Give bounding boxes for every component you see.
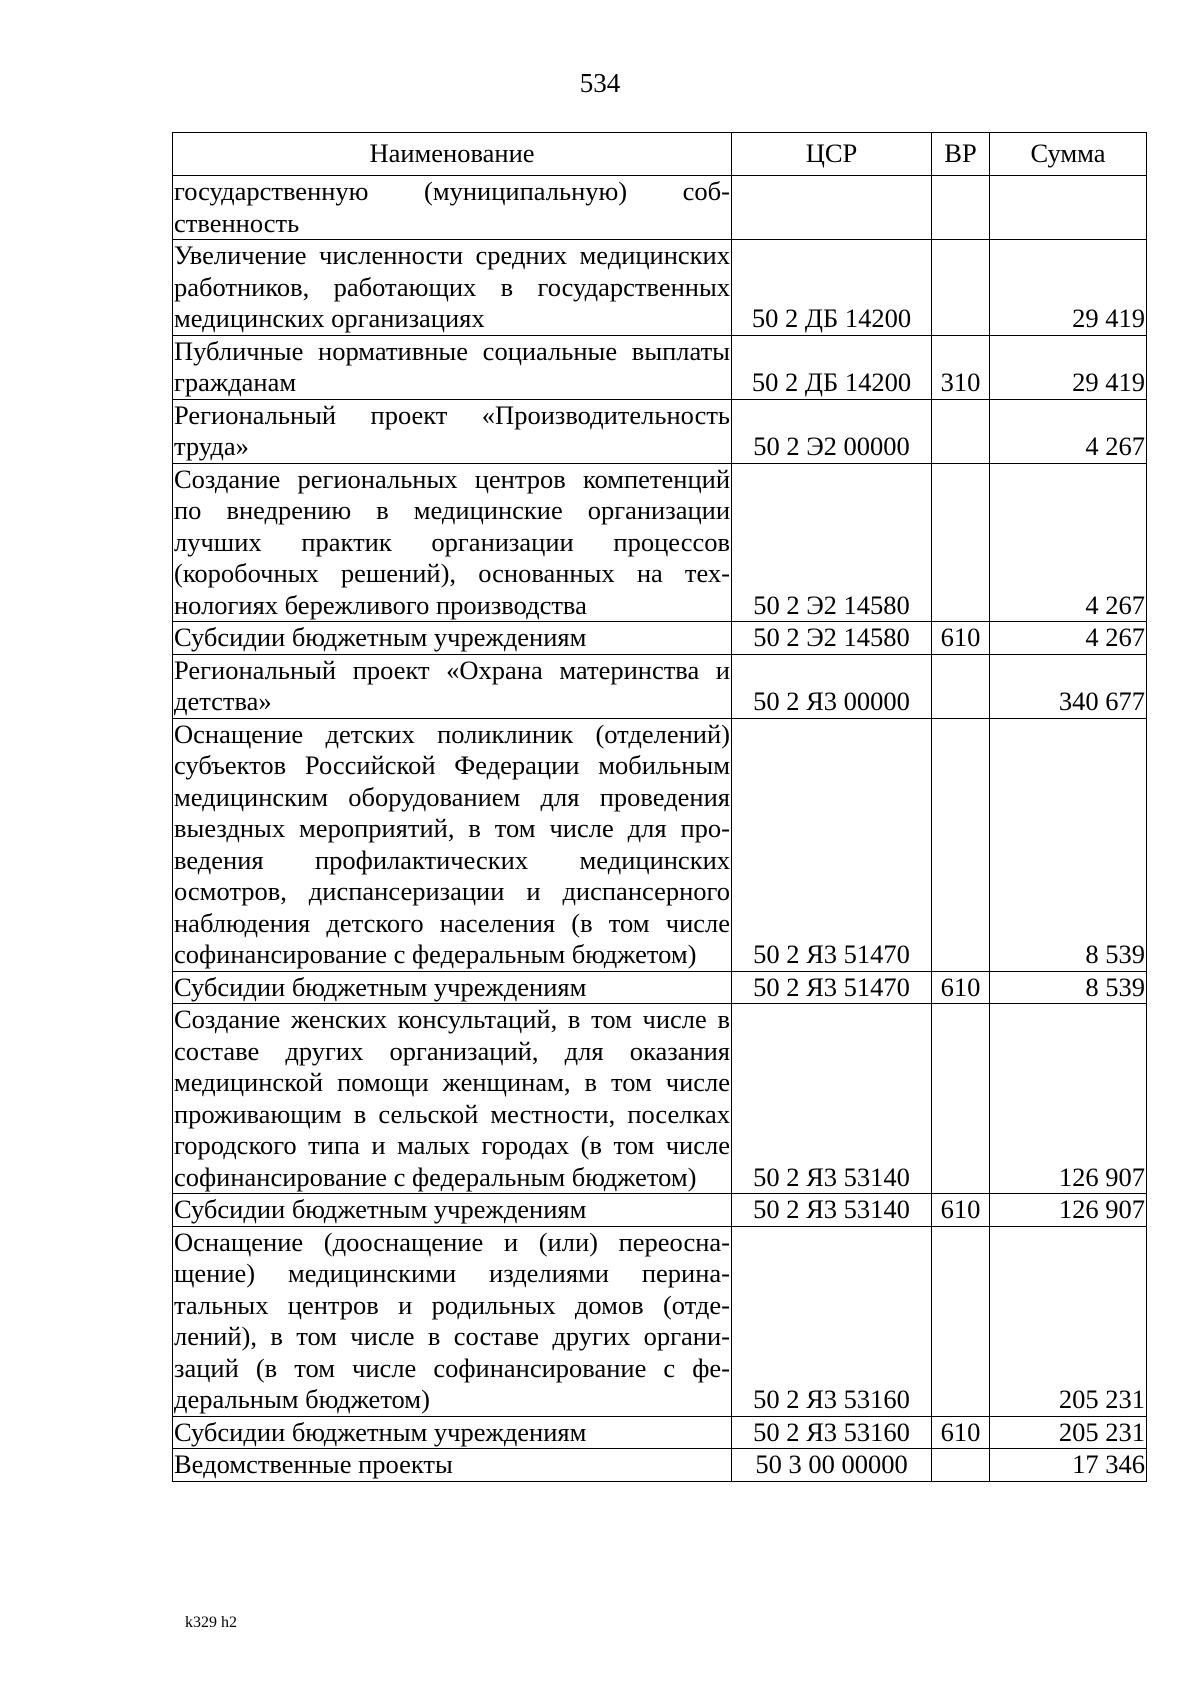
cell-vr [932,1004,990,1194]
cell-name: Субсидии бюджетным учреждениям [173,971,732,1004]
cell-sum: 29 419 [990,335,1147,399]
table-row [173,176,1147,240]
cell-vr [932,176,990,240]
cell-name: Субсидии бюджетным учреждениям [173,1416,732,1449]
cell-csr: 50 2 Я3 53140 [732,1194,932,1227]
cell-sum: 126 907 [990,1004,1147,1194]
cell-sum: 205 231 [990,1226,1147,1416]
table-row [173,1416,1147,1449]
cell-name: Увеличение численности средних медицинских работников, работающих в государственных медицинских организациях [174,240,730,333]
header-csr: ЦСР [732,133,932,176]
cell-name: Региональный проект «Охрана материнства и детства» [174,654,730,716]
cell-name: Региональный проект «Производительность труда» [174,399,730,461]
cell-name: Создание региональных центров компетенций по внедрению в медицинские организации лучших практик организации процессов (коробочных решений), основанных на технологиях бережливого производства [174,463,730,620]
cell-name: Оснащение детских поликлиник (отделений) субъектов Российской Федерации мобильным медицинским оборудованием для проведения выездных мероприятий, в том числе для проведения профилактических медицинских осмотров, диспансеризации и диспансерного наблюдения детского населения (в том числе софинансирование с федеральным бюджетом) [174,718,730,969]
table-row [173,971,1147,1004]
header-vr: ВР [932,133,990,176]
page-number: 534 [579,68,621,98]
cell-vr [932,654,990,718]
cell-sum: 126 907 [990,1194,1147,1227]
cell-name: Создание женских консультаций, в том числе в составе других организаций, для оказания медицинской помощи женщинам, в том числе проживающим в сельской местности, поселках городского типа и малых городах (в том числе софинансирование с федеральным бюджетом) [174,1004,730,1192]
cell-csr: 50 2 ДБ 14200 [732,240,932,336]
cell-csr: 50 2 Я3 51470 [732,718,932,971]
table-row [173,1194,1147,1227]
cell-csr: 50 2 ДБ 14200 [732,335,932,399]
cell-sum: 8 539 [990,718,1147,971]
cell-vr [932,1226,990,1416]
cell-sum: 4 267 [990,622,1147,655]
cell-sum: 8 539 [990,971,1147,1004]
cell-vr: 610 [932,1416,990,1449]
table-row [173,335,1147,399]
cell-sum: 4 267 [990,399,1147,463]
cell-sum: 4 267 [990,463,1147,622]
cell-name: Ведомственные проекты [173,1449,732,1482]
cell-sum: 205 231 [990,1416,1147,1449]
cell-csr: 50 2 Я3 53160 [732,1416,932,1449]
cell-csr: 50 2 Я3 53160 [732,1226,932,1416]
cell-sum: 17 346 [990,1449,1147,1482]
cell-csr: 50 2 Э2 00000 [732,399,932,463]
budget-table [172,132,1147,1482]
cell-csr: 50 3 00 00000 [732,1449,932,1482]
table-row [173,654,1147,718]
cell-sum: 29 419 [990,240,1147,336]
table-row [173,463,1147,622]
cell-vr [932,463,990,622]
header-name: Наименование [173,133,732,176]
cell-vr: 610 [932,971,990,1004]
cell-vr [932,240,990,336]
cell-vr: 610 [932,1194,990,1227]
cell-csr: 50 2 Я3 00000 [732,654,932,718]
cell-name: Субсидии бюджетным учреждениям [173,622,732,655]
cell-csr: 50 2 Э2 14580 [732,622,932,655]
cell-vr: 310 [932,335,990,399]
cell-name: Субсидии бюджетным учреждениям [173,1194,732,1227]
cell-name: Оснащение (дооснащение и (или) переоснащение) медицинскими изделиями перинатальных центров и родильных домов (отделений), в том числе в составе других организаций (в том числе софинансирование с федеральным бюджетом) [174,1226,730,1414]
cell-vr [932,399,990,463]
header-sum: Сумма [990,133,1147,176]
header-row [173,133,1147,176]
cell-sum [990,176,1147,240]
cell-vr: 610 [932,622,990,655]
table-row [173,1004,1147,1194]
cell-name: Публичные нормативные социальные выплаты гражданам [174,335,730,397]
cell-vr [932,718,990,971]
table-row [173,622,1147,655]
cell-csr [732,176,932,240]
table-row [173,1226,1147,1416]
cell-name: государственную (муниципальную) собственность [174,176,730,238]
table-row [173,1449,1147,1482]
cell-sum: 340 677 [990,654,1147,718]
table-header [173,133,1147,176]
table-row [173,399,1147,463]
cell-csr: 50 2 Я3 51470 [732,971,932,1004]
table-row [173,718,1147,971]
footer-code: k329 h2 [185,1614,237,1631]
cell-vr [932,1449,990,1482]
cell-csr: 50 2 Я3 53140 [732,1004,932,1194]
table-body [173,176,1147,1482]
table-row [173,240,1147,336]
cell-csr: 50 2 Э2 14580 [732,463,932,622]
